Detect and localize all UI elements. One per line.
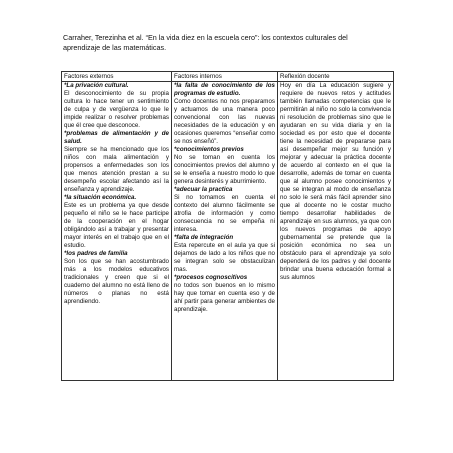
factor-text: Siempre se ha mencionado que los niños con mala alimentación y propensos a enfermedades son los que menos atención prestan a su desempeño escolar afectando así la enseñanza y aprendizaje. bbox=[64, 146, 169, 193]
factors-table bbox=[61, 71, 394, 381]
table-row bbox=[62, 82, 394, 381]
cell-teacher-reflection bbox=[278, 82, 394, 381]
cell-internal-factors bbox=[172, 82, 278, 381]
factor-heading: *la situación económica. bbox=[64, 194, 137, 201]
table-header-row bbox=[62, 72, 394, 82]
citation-line-2: aprendizaje de las matemáticas. bbox=[63, 43, 167, 52]
header-internal-factors: Factores internos bbox=[172, 72, 278, 82]
factor-text: Este es un problema ya que desde pequeño el niño se le hace participe de la cooperación en el hogar obligándolo así a trabajar y presentar mayor interés en el trabajo que en el estudio. bbox=[64, 202, 169, 249]
factor-text: Esta repercute en el aula ya que si dejamos de lado a los niños que no se integran solo se obstaculizan mas. bbox=[174, 242, 275, 273]
citation bbox=[63, 33, 393, 53]
factor-text: no todos son buenos en lo mismo hay que tomar en cuenta eso y de ahí partir para generar ambientes de aprendizaje. bbox=[174, 282, 275, 313]
header-teacher-reflection: Reflexión docente bbox=[278, 72, 394, 82]
factor-heading: *la falta de conocimiento de los programas de estudio. bbox=[174, 82, 275, 97]
factor-text: No se toman en cuenta los conocimientos previos del alumno y se le enseña a nuestro modo lo que genera desinterés y aburrimiento. bbox=[174, 154, 275, 185]
factor-text: Son los que se han acostumbrado más a los modelos educativos tradicionales y creen que si el cuaderno del alumno no está lleno de números o planas no está aprendiendo. bbox=[64, 258, 169, 305]
factor-text: Como docentes no nos preparamos y actuamos de una manera poco convencional con las nuevas necesidades de la educación y en ocasiones queremos “enseñar como se nos enseñó”. bbox=[174, 98, 275, 145]
reflection-text: Hoy en día La educación sugiere y requiere de nuevos retos y actitudes también llamadas competencias que le permitirán al niño no solo la convivencia ni resolución de problemas sino que le ayudaran en su vida diaria y en la sociedad es por esto que el docente tiene la necesidad de prepararse para así desempeñar mejor su función y mejorar y adecuar la práctica docente de acuerdo al contexto en el que la desarrolle, además de tomar en cuenta que al alumno posee conocimientos y que se integran al modo de enseñanza no solo le será más fácil aprender sino que al docente no le costar mucho tiempo desarrollar habilidades de aprendizaje en sus alumnos, ya que con los nuevos programas de apoyo gubernamental se pretende que la posición económica no sea un obstáculo para el aprendizaje ya solo dependerá de los padres y del docente brindar una buena educación formal a sus alumnos bbox=[280, 82, 391, 281]
cell-external-factors bbox=[62, 82, 172, 381]
factor-heading: *adecuar la practica bbox=[174, 186, 233, 193]
factor-heading: *los padres de familia bbox=[64, 250, 128, 257]
factor-text: El desconocimiento de su propia cultura lo hace tener un sentimiento de culpa y de vergüenza lo que le impide realizar o resolver problemas que él cree que desconoce. bbox=[64, 90, 169, 129]
factor-heading: *La privación cultural. bbox=[64, 82, 129, 89]
factor-heading: *procesos cognoscitivos bbox=[174, 274, 248, 281]
factor-heading: *problemas de alimentación y de salud. bbox=[64, 130, 169, 145]
header-external-factors: Factores externos bbox=[62, 72, 172, 82]
factor-text: Si no tomamos en cuenta el contexto del alumno fácilmente se atrofia de información y como consecuencia no se empeña ni interesa. bbox=[174, 194, 275, 233]
factor-heading: *falta de integración bbox=[174, 234, 234, 241]
factor-heading: *conocimientos previos bbox=[174, 146, 244, 153]
citation-line-1: Carraher, Terezinha et al. “En la vida diez en la escuela cero”: los contextos culturales del bbox=[63, 33, 348, 42]
